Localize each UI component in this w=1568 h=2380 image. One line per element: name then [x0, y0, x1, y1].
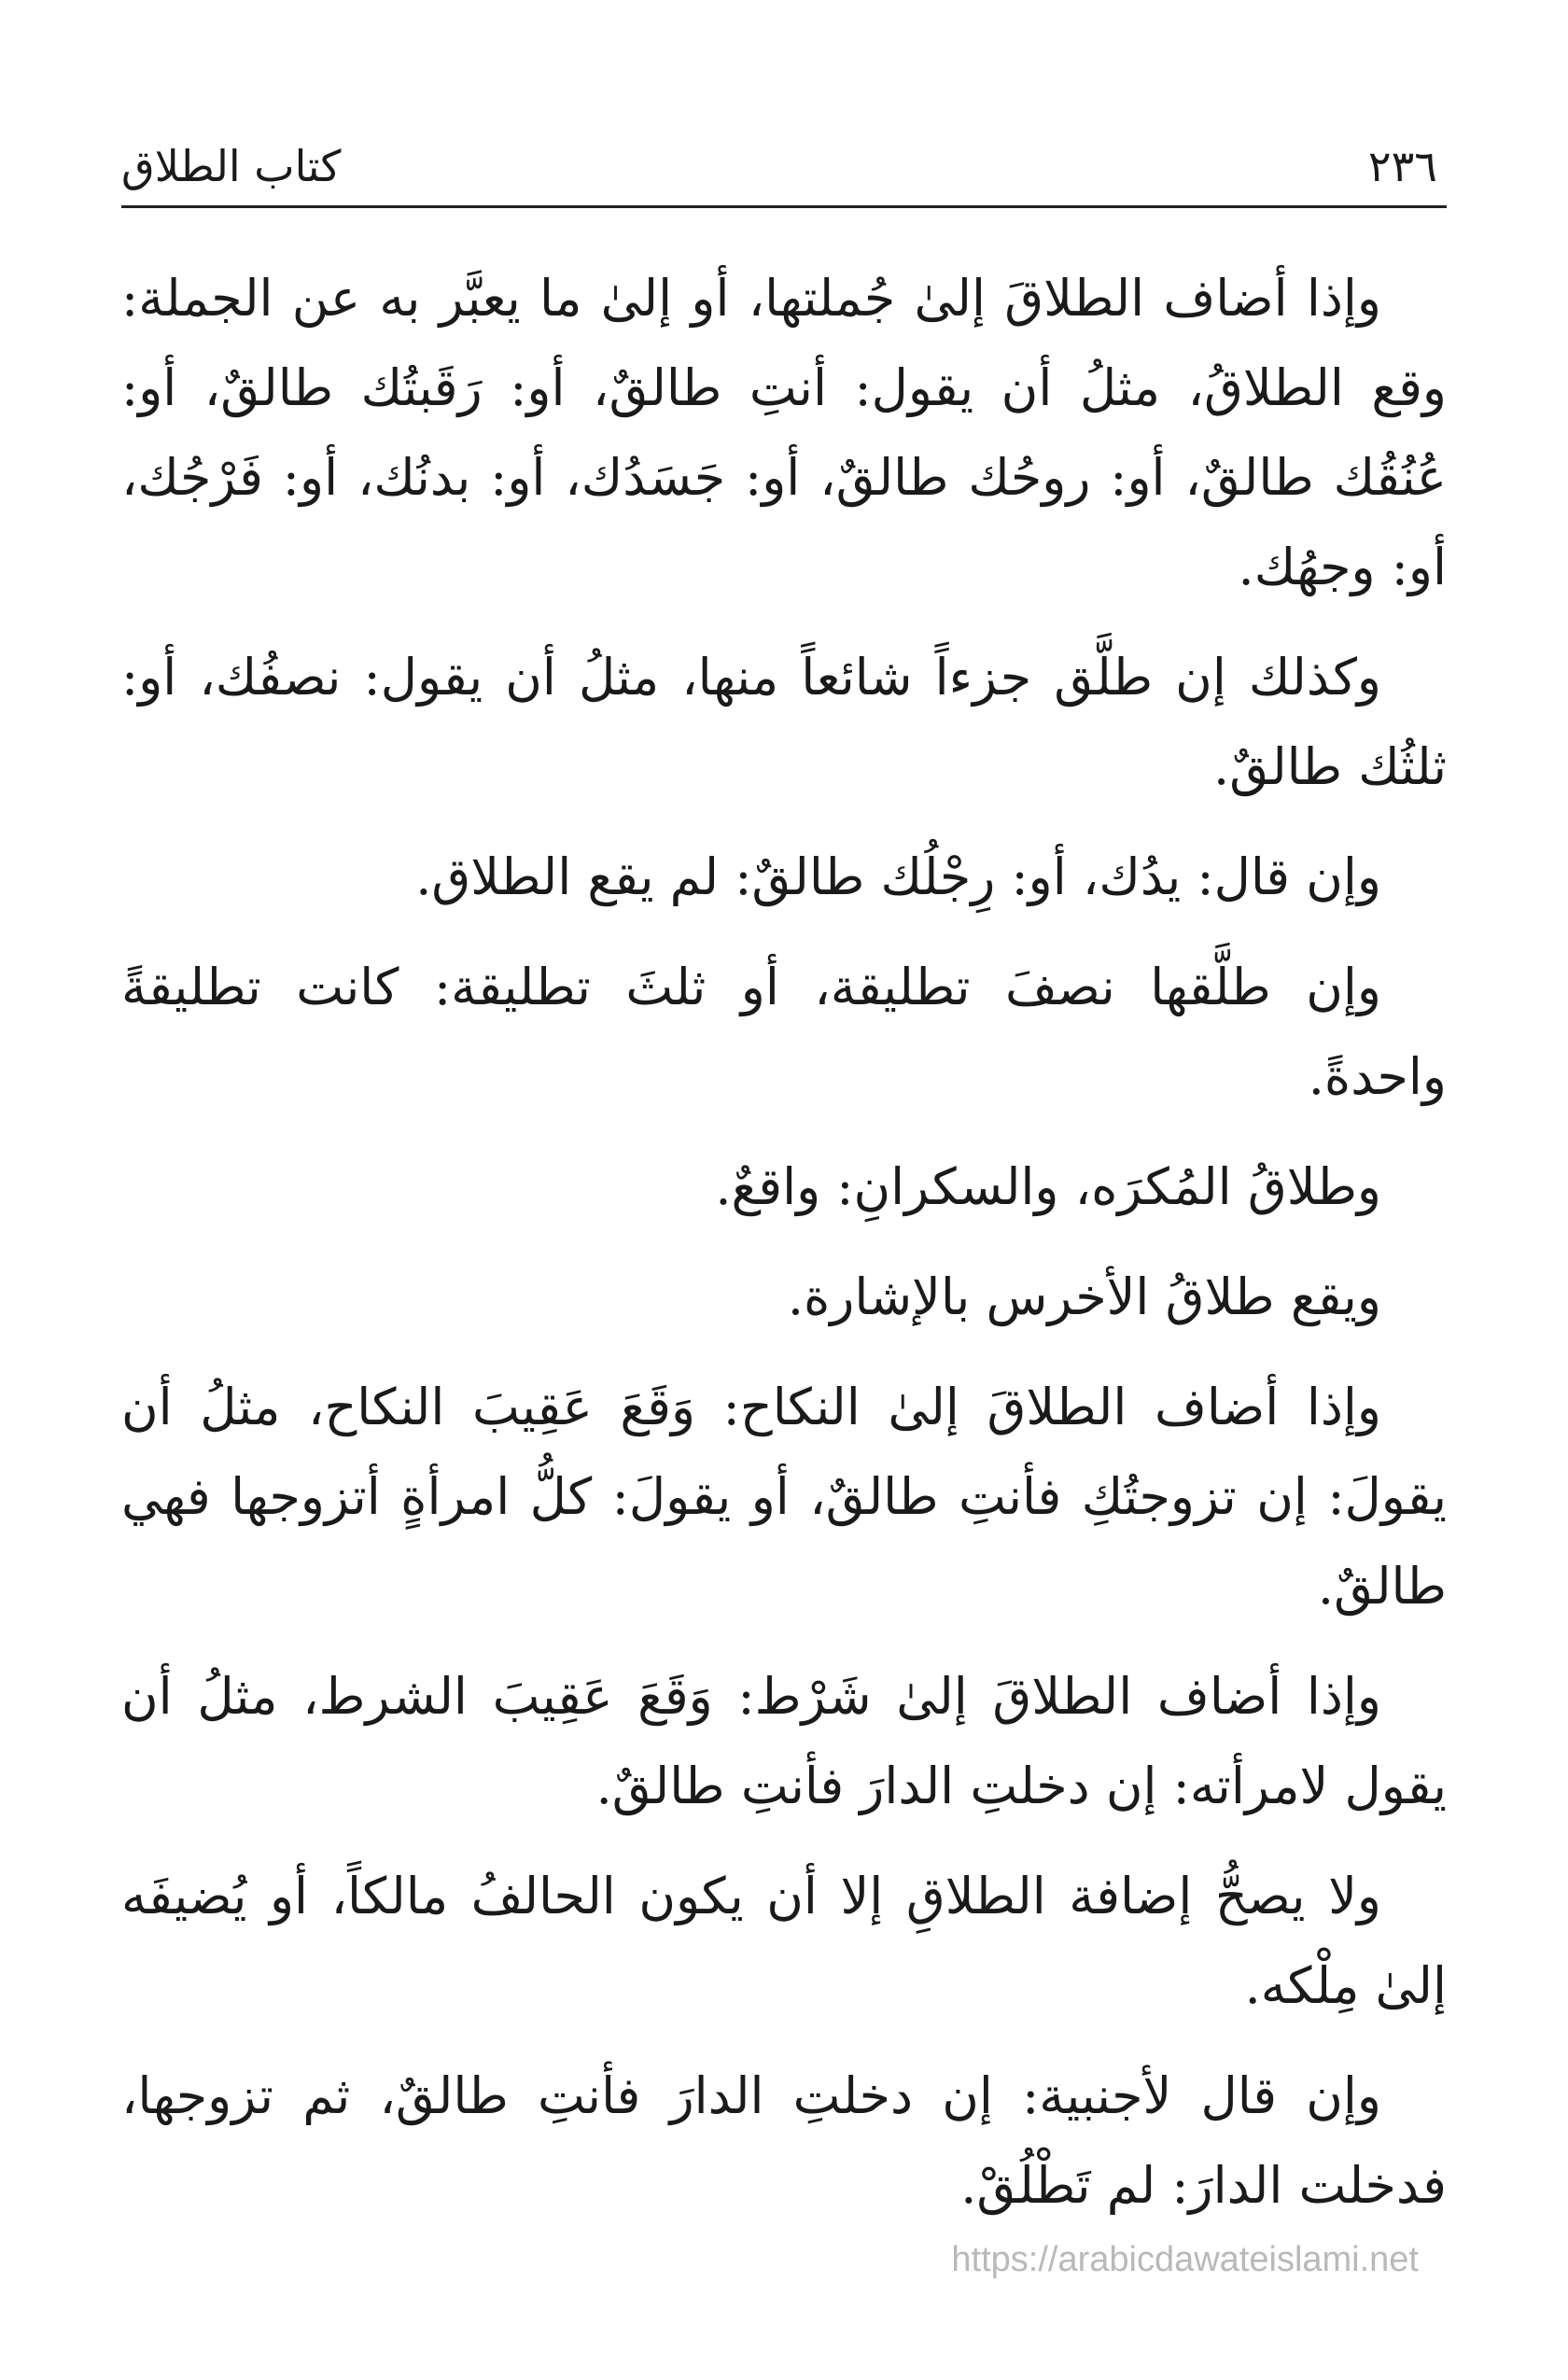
paragraph: وطلاقُ المُكرَه، والسكرانِ: واقعٌ. [715, 1157, 1381, 1216]
paragraph: وإن طلَّقها نصفَ تطليقة، أو ثلثَ تطليقة: كانت تطليقةً واحدةً. [121, 958, 1447, 1106]
paragraph: ولا يصحُّ إضافة الطلاقِ إلا أن يكون الحالفُ مالكاً، أو يُضيفَه إلىٰ مِلْكه. [121, 1867, 1447, 2015]
paragraph: ويقع طلاقُ الأخرس بالإشارة. [787, 1267, 1381, 1326]
header-divider [121, 205, 1447, 208]
running-title: كتاب الطلاق [121, 141, 342, 191]
paragraph: وكذلك إن طلَّق جزءاً شائعاً منها، مثلُ أن يقول: نصفُك، أو: ثلثُك طالقٌ. [121, 648, 1447, 796]
main-text [121, 254, 1447, 2251]
watermark-url: https://arabicdawateislami.net [951, 2240, 1419, 2279]
paragraph: وإذا أضاف الطلاقَ إلىٰ جُملتها، أو إلىٰ ما يعبَّر به عن الجملة: وقع الطلاقُ، مثلُ أن يقول: أنتِ طالقٌ، أو: رَقَبتُك طالقٌ، أو: عُنُقُك طالقٌ، أو: روحُك طالقٌ، أو: جَسَدُك، أو: بدنُك، أو: فَرْجُك، أو: وجهُك. [121, 269, 1447, 596]
page-header [121, 121, 1447, 205]
paragraph: وإن قال لأجنبية: إن دخلتِ الدارَ فأنتِ طالقٌ، ثم تزوجها، فدخلت الدارَ: لم تَطْلُقْ. [121, 2066, 1447, 2215]
page-number: ٢٣٦ [1367, 141, 1437, 191]
paragraph: وإذا أضاف الطلاقَ إلىٰ النكاح: وَقَعَ عَقِيبَ النكاح، مثلُ أن يقولَ: إن تزوجتُكِ فأنتِ طالقٌ، أو يقولَ: كلُّ امرأةٍ أتزوجها فهي طالقٌ. [121, 1378, 1447, 1616]
paragraph: وإن قال: يدُك، أو: رِجْلُك طالقٌ: لم يقع الطلاق. [415, 847, 1381, 906]
paragraph: وإذا أضاف الطلاقَ إلىٰ شَرْط: وَقَعَ عَقِيبَ الشرط، مثلُ أن يقول لامرأته: إن دخلتِ الدارَ فأنتِ طالقٌ. [121, 1667, 1447, 1815]
